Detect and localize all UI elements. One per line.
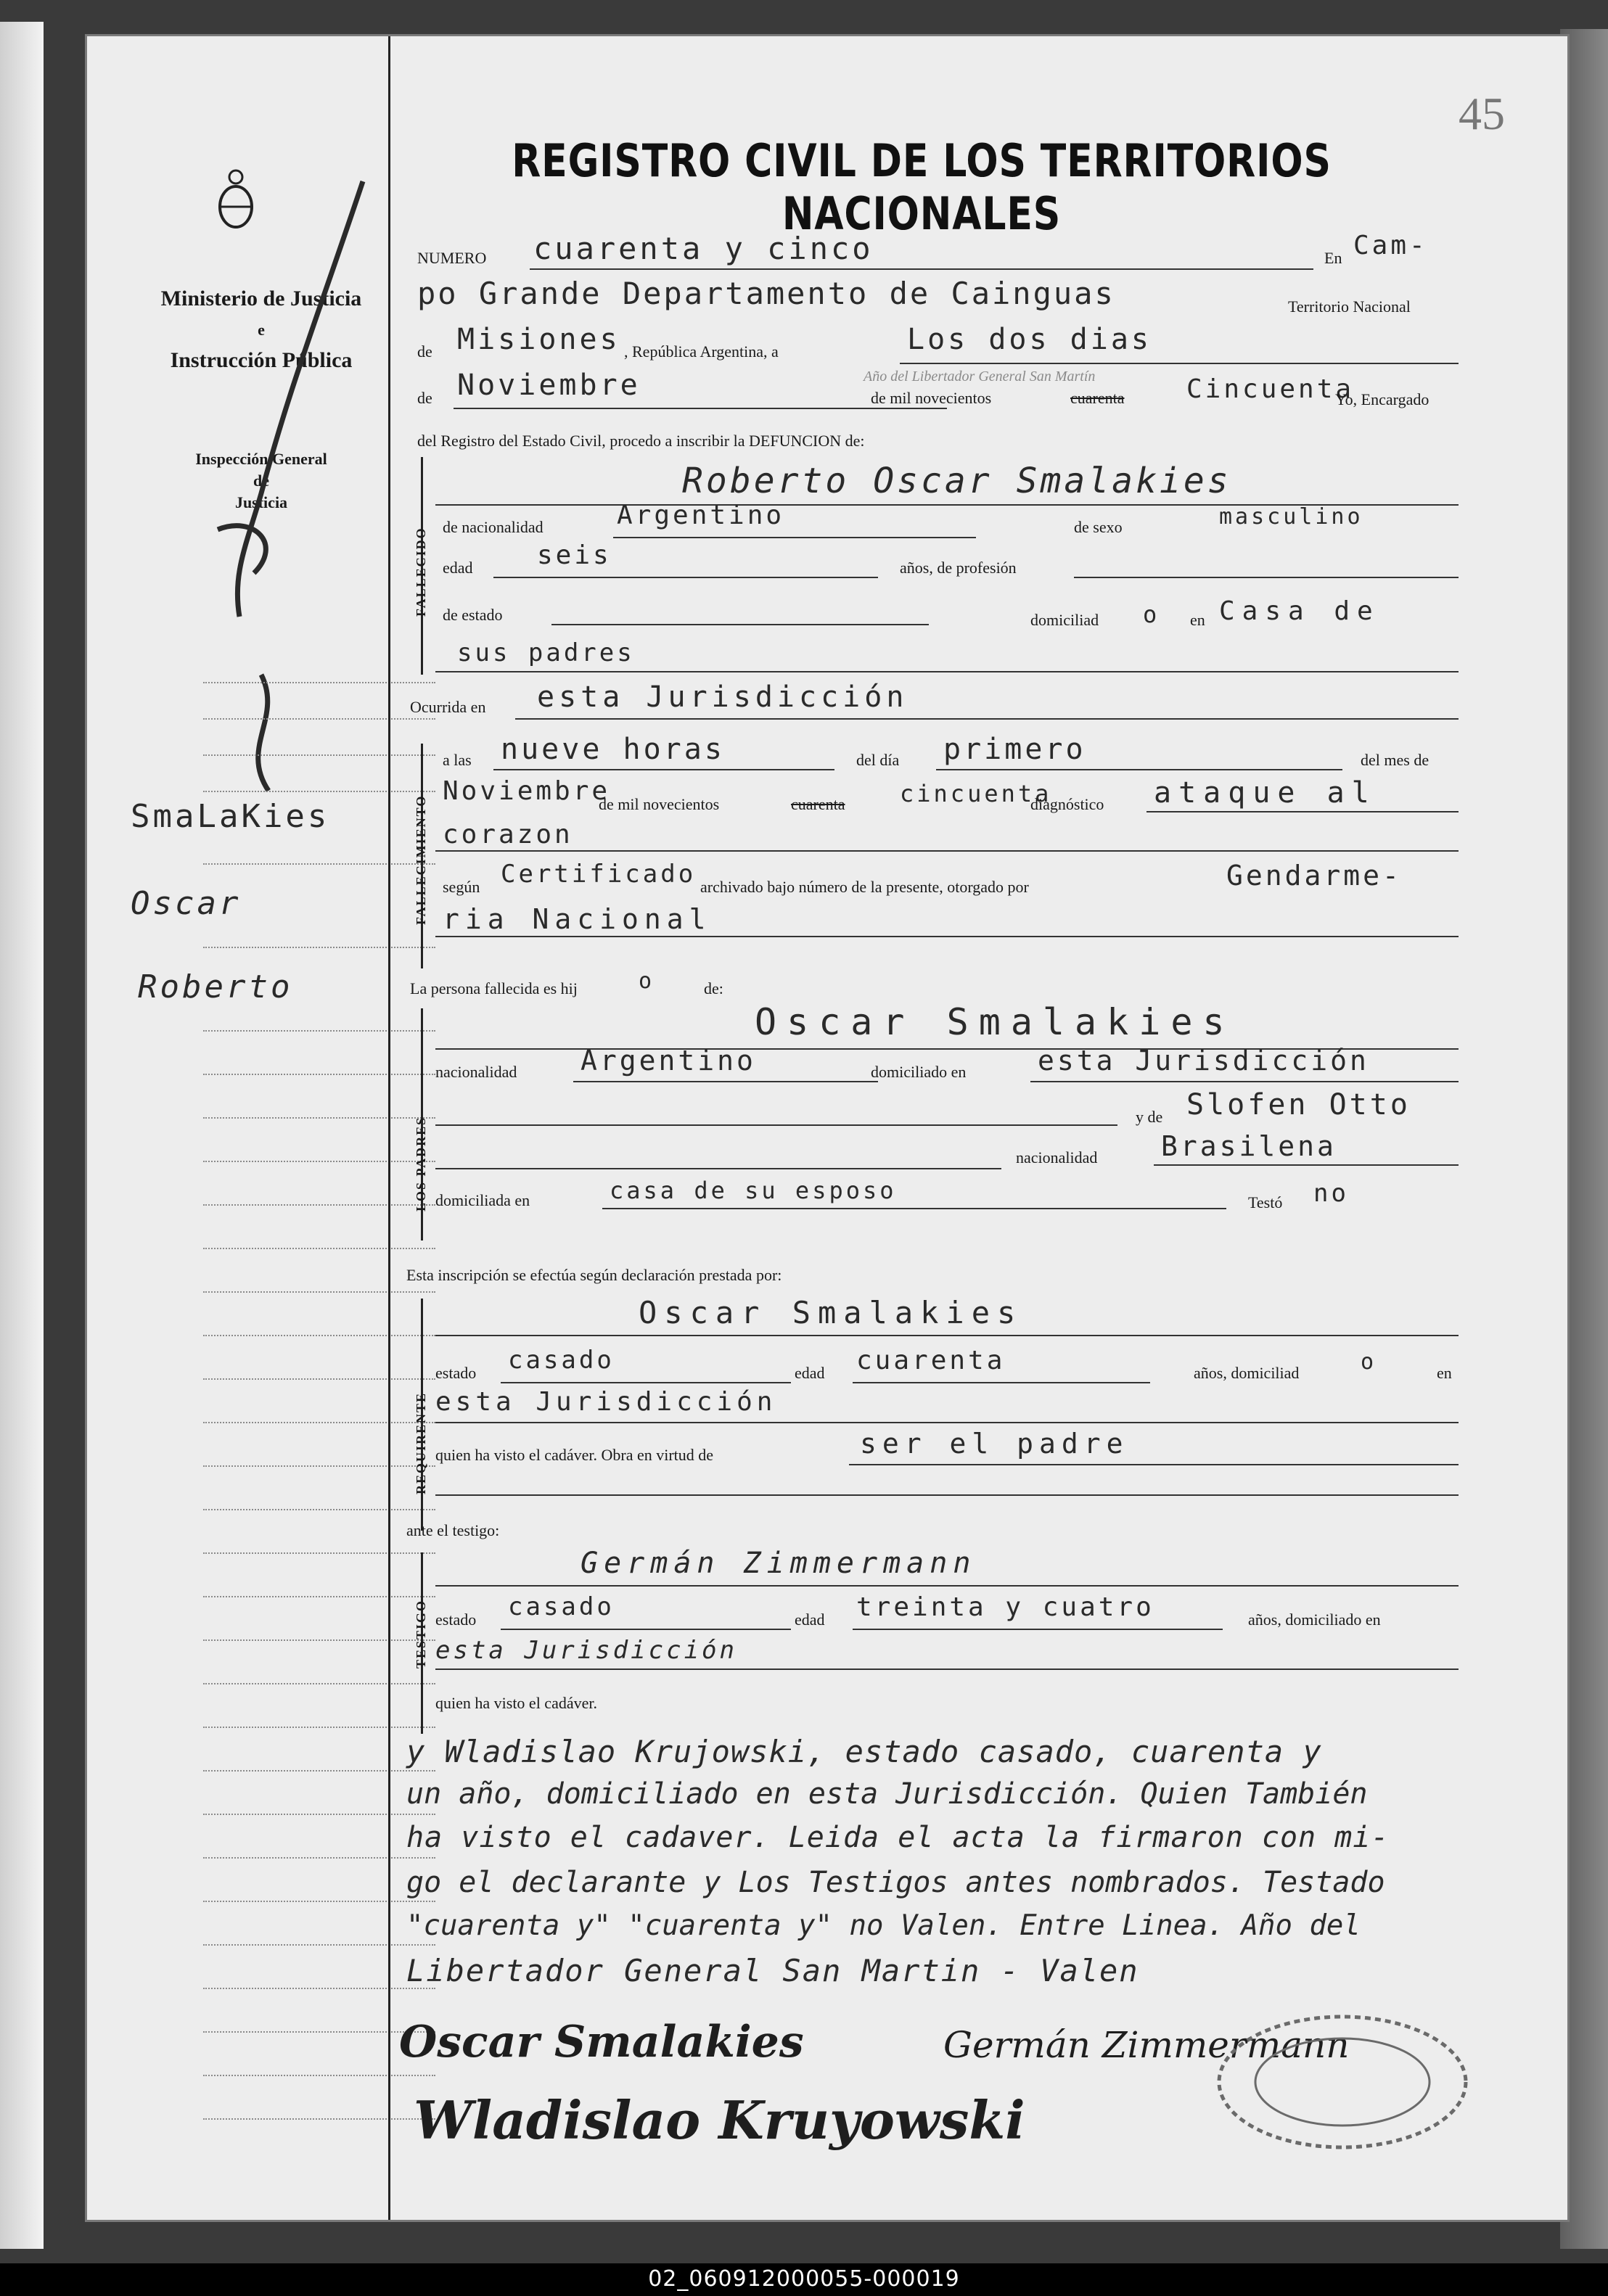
month-value: Noviembre [457, 369, 641, 402]
fill-line [530, 268, 1313, 270]
fill-line [493, 577, 878, 578]
margin-rule [203, 1857, 435, 1859]
dia-value: primero [943, 733, 1086, 766]
margin-rule [203, 1509, 435, 1510]
tes-edad-label: edad [795, 1610, 825, 1629]
nacionalidad-label: de nacionalidad [443, 518, 543, 536]
de-label: de [417, 342, 432, 361]
facing-page-edge [0, 22, 44, 2249]
hora-value: nueve horas [501, 733, 725, 766]
fill-line [853, 1629, 1223, 1630]
req-edad-label: edad [795, 1364, 825, 1382]
territorio-label: Territorio Nacional [1288, 297, 1411, 316]
otorgado-value2: ria Nacional [443, 903, 712, 935]
en-value: Cam- [1353, 231, 1428, 260]
page-number: 45 [1459, 88, 1505, 139]
fill-line [435, 936, 1459, 937]
req-estado-value: casado [508, 1346, 615, 1375]
cert-value: Certificado [501, 860, 697, 889]
sexo-value: masculino [1219, 504, 1363, 530]
margin-name2: Roberto [138, 968, 293, 1005]
fill-line [515, 718, 1459, 720]
fill-line [936, 769, 1342, 770]
fill-line [501, 1629, 791, 1630]
requirente-section-label: REQUIRENTE [414, 1391, 428, 1494]
fill-line [900, 363, 1459, 364]
edad-value: seis [537, 540, 612, 570]
fill-line [1154, 1164, 1459, 1166]
segun-label: según [443, 878, 480, 896]
ministry2-label: Instrucción Pública [170, 348, 353, 372]
margin-rule [203, 1814, 435, 1815]
fill-line [849, 1464, 1459, 1465]
margin-rule [203, 1901, 435, 1902]
deceased-name: Roberto Oscar Smalakies [682, 461, 1231, 501]
margin-rule [203, 1161, 435, 1162]
anios-label: años, de profesión [900, 559, 1017, 577]
fill-line [501, 1382, 791, 1383]
sexo-label: de sexo [1074, 518, 1123, 536]
registry-page [87, 36, 1567, 2220]
margin-rule [203, 1248, 435, 1249]
territory-value: Misiones [457, 323, 620, 356]
fallecido-section-label: FALLECIDO [414, 527, 428, 617]
father-nac: Argentino [581, 1045, 756, 1077]
fill-line [435, 1124, 1117, 1126]
req-dom-suffix: o [1361, 1349, 1377, 1375]
nac-label: nacionalidad [435, 1063, 517, 1081]
edad-label: edad [443, 559, 473, 577]
hijo-label: La persona fallecida es hij [410, 979, 578, 997]
commemorative-stamp: Año del Libertador General San Martín [864, 369, 1096, 384]
margin-rule [203, 1204, 435, 1206]
tes-visto-label: quien ha visto el cadáver. [435, 1694, 597, 1712]
fill-line [1146, 811, 1459, 812]
year-label: de mil novecientos [871, 389, 992, 407]
page-title: REGISTRO CIVIL DE LOS TERRITORIOS NACIONALES [512, 134, 1332, 240]
note-line: "cuarenta y" "cuarenta y" no Valen. Entre Linea. Año del [406, 1909, 1361, 1942]
day-value: Los dos dias [907, 323, 1152, 356]
margin-rule [203, 718, 435, 720]
dia-label: del día [856, 751, 900, 769]
note-line: un año, domiciliado en esta Jurisdicción. Quien También [406, 1777, 1368, 1811]
mother-dom: casa de su esposo [610, 1177, 897, 1204]
req-en-label: en [1437, 1364, 1452, 1382]
nac2-label: nacionalidad [1016, 1148, 1098, 1166]
mes-label: del mes de [1361, 751, 1429, 769]
tes-edad-value: treinta y cuatro [856, 1592, 1154, 1622]
testo-value: no [1313, 1179, 1349, 1208]
otorgado-value: Gendarme- [1226, 860, 1402, 892]
domicilio-value2: sus padres [457, 638, 635, 667]
tes-estado-label: estado [435, 1610, 477, 1629]
registro-line: del Registro del Estado Civil, procedo a inscribir la DEFUNCION de: [417, 432, 865, 450]
official-seal-icon [1205, 2002, 1480, 2162]
margin-rule [203, 1335, 435, 1336]
margin-rule [203, 1727, 435, 1728]
signature-declarant: Oscar Smalakies [399, 2017, 804, 2067]
numero-label: NUMERO [417, 249, 487, 267]
margin-rule [203, 1552, 435, 1554]
place-value: po Grande Departamento de Cainguas [417, 276, 1115, 311]
year-value: Cincuenta [1186, 374, 1355, 404]
mother-name: Slofen Otto [1186, 1088, 1411, 1122]
en-label: En [1324, 249, 1342, 267]
fallecimiento-section-label: FALLECIMIENTO [414, 794, 428, 925]
margin-rule [203, 1117, 435, 1119]
inspection3-label: Justicia [234, 493, 288, 511]
margin-rule [203, 1683, 435, 1684]
margin-rule [203, 1770, 435, 1772]
father-dom: esta Jurisdicción [1038, 1045, 1369, 1077]
req-edad-value: cuarenta [856, 1346, 1006, 1375]
yde-label: y de [1136, 1108, 1163, 1126]
tes-dom-value: esta Jurisdicción [435, 1636, 737, 1665]
note-line: y Wladislao Krujowski, estado casado, cuarenta y [406, 1734, 1322, 1769]
margin-rule [203, 947, 435, 948]
margin-rule [203, 754, 435, 756]
tes-estado-value: casado [508, 1592, 615, 1621]
signature-witness1: Germán Zimmermann [943, 2024, 1350, 2066]
fill-line [613, 537, 976, 538]
req-visto-label: quien ha visto el cadáver. Obra en virtud de [435, 1446, 714, 1464]
numero-value: cuarenta y cinco [533, 231, 874, 266]
ocurrida-label: Ocurrida en [410, 698, 486, 716]
padres-de-label: de: [704, 979, 723, 997]
domicilio-label: domiciliad [1030, 611, 1099, 629]
column-divider [388, 36, 390, 2220]
margin-rule [203, 1074, 435, 1075]
en-label: en [1190, 611, 1205, 629]
fm-year-value: cincuenta [900, 780, 1052, 807]
padres-section-label: LOS PADRES [414, 1116, 428, 1211]
margin-signature-scribble [174, 167, 392, 820]
republica-label: , República Argentina, a [624, 342, 779, 361]
margin-rule [203, 791, 435, 792]
fm-struck-year: cuarenta [791, 795, 845, 813]
fill-line [435, 1335, 1459, 1336]
inspection2-label: de [253, 472, 269, 490]
domiciliado-label: domiciliado en [871, 1063, 967, 1081]
testigo-intro: ante el testigo: [406, 1521, 500, 1539]
margin-rule [203, 1378, 435, 1380]
estado-label: de estado [443, 606, 503, 624]
fill-line [435, 1585, 1459, 1587]
fill-line [454, 408, 947, 409]
diag-value: ataque al [1154, 776, 1377, 810]
margin-rule [203, 1030, 435, 1032]
fill-line [853, 1382, 1150, 1383]
diag-value2: corazon [443, 820, 573, 849]
diag-label: diagnóstico [1030, 795, 1104, 813]
hijo-suffix: o [639, 968, 655, 994]
testo-label: Testó [1248, 1193, 1283, 1211]
fill-line [435, 1668, 1459, 1670]
ministry-label: Ministerio de Justicia [160, 287, 362, 310]
tes-anios-label: años, domiciliado en [1248, 1610, 1381, 1629]
requirente-intro: Esta inscripción se efectúa según declaración prestada por: [406, 1266, 782, 1284]
inspection-label: Inspección General [195, 450, 327, 468]
margin-rule [203, 1465, 435, 1467]
fill-line [435, 850, 1459, 852]
margin-surname: SmaLaKies [131, 798, 330, 835]
note-line: Libertador General San Martin - Valen [406, 1953, 1139, 1988]
fill-line [435, 1494, 1459, 1496]
nacionalidad-value: Argentino [617, 501, 785, 530]
domicilio-value: Casa de [1219, 596, 1380, 626]
mes-value: Noviembre [443, 776, 611, 806]
archivado-label: archivado bajo número de la presente, otorgado por [700, 878, 1029, 896]
margin-name1: Oscar [131, 885, 242, 922]
alas-label: a las [443, 751, 472, 769]
req-dom-value: esta Jurisdicción [435, 1387, 777, 1417]
margin-rule [203, 1291, 435, 1293]
margin-rule [203, 2075, 435, 2076]
fill-line [435, 1422, 1459, 1423]
margin-rule [203, 682, 435, 683]
margin-rule [203, 1944, 435, 1946]
fill-line [1074, 577, 1459, 578]
mother-nac: Brasilena [1161, 1130, 1337, 1162]
fill-line [551, 624, 929, 625]
note-line: ha visto el cadaver. Leida el acta la firmaron con mi- [406, 1821, 1390, 1854]
margin-rule [203, 863, 435, 865]
fill-line [435, 1168, 1001, 1169]
struck-year: cuarenta [1070, 389, 1125, 407]
margin-rule [203, 1988, 435, 1989]
domicilio-suffix: o [1143, 601, 1160, 628]
fill-line [493, 769, 834, 770]
testigo-section-label: TESTIGO [414, 1599, 428, 1668]
domiciliada-label: domiciliada en [435, 1191, 530, 1209]
fill-line [435, 671, 1459, 672]
fill-line [602, 1208, 1226, 1209]
fill-line [1030, 1081, 1459, 1082]
image-caption: 02_060912000055-000019 [648, 2266, 960, 2292]
father-name: Oscar Smalakies [755, 1001, 1235, 1043]
testigo-name: Germán Zimmermann [581, 1547, 977, 1580]
req-virtud-value: ser el padre [860, 1428, 1129, 1460]
margin-rule [203, 1639, 435, 1641]
margin-rule [203, 1596, 435, 1597]
fill-line [573, 1081, 878, 1082]
margin-rule [203, 1422, 435, 1423]
signature-witness2: Wladislao Kruyowski [414, 2089, 1025, 2151]
requirente-name: Oscar Smalakies [639, 1295, 1023, 1330]
fm-year-label: de mil novecientos [599, 795, 720, 813]
note-line: go el declarante y Los Testigos antes nombrados. Testado [406, 1866, 1385, 1899]
req-estado-label: estado [435, 1364, 477, 1382]
req-anios-label: años, domiciliad [1194, 1364, 1300, 1382]
ministry-e-label: e [258, 321, 265, 339]
yo-label: Yo, Encargado [1335, 390, 1429, 408]
margin-rule [203, 2118, 435, 2120]
ocurrida-value: esta Jurisdicción [537, 680, 908, 714]
de2-label: de [417, 389, 432, 407]
